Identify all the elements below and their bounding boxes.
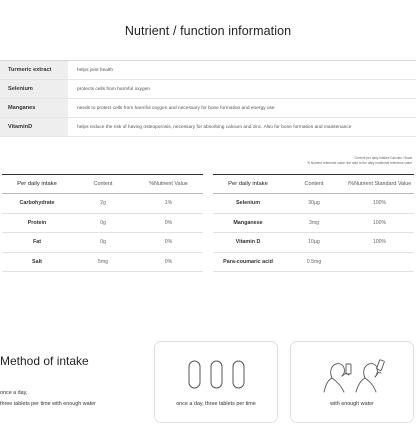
table-cell: Manganese	[233, 219, 263, 226]
table-cell: 100%	[372, 219, 387, 226]
table-cell: Selenium	[236, 200, 260, 207]
table-cell: 3mg	[308, 219, 320, 226]
nutrition-table-left	[2, 174, 203, 272]
table-cell: 5mg	[97, 258, 109, 265]
function-name: Manganes	[0, 99, 68, 117]
table-cell: Para-coumaric acid	[223, 258, 273, 265]
table-row	[213, 214, 414, 234]
table-cell: Salt	[32, 258, 42, 265]
column-header: Content	[304, 181, 324, 187]
function-name: VitaminD	[0, 118, 68, 136]
column-header: /%Nutrient Standard Value	[347, 181, 412, 187]
table-cell: 0g	[100, 239, 106, 246]
column-header: Per daily intake	[228, 181, 268, 187]
function-desc: helps joint health	[77, 67, 114, 73]
function-name: Selenium	[0, 80, 68, 98]
intake-text: three tablets per time with enough water	[0, 401, 96, 407]
table-cell: 100%	[372, 200, 387, 207]
table-cell: 2g	[100, 200, 106, 207]
table-row	[213, 233, 414, 253]
function-desc: helps reduce the risk of having osteoporosis, necessary for absorbing calcium and zinc. Also for bone formation and maintenance	[77, 124, 352, 130]
table-cell: 1%	[164, 200, 173, 207]
table-header	[2, 175, 203, 194]
function-desc: needs to protect cells from harmful oxygen and necessary for bone formation and energy use	[77, 105, 275, 111]
table-cell: 0%	[164, 219, 173, 226]
card-caption: once a day, three tablets per time	[176, 401, 256, 407]
intake-card-water	[290, 341, 414, 423]
table-cell: 0%	[164, 239, 173, 246]
card-caption: with enough water	[330, 401, 374, 407]
table-row	[2, 194, 203, 214]
function-table	[0, 60, 416, 137]
table-cell: Carbohydrate	[19, 200, 55, 207]
note-line: Content per daily intakes Calories / 6kcal	[354, 156, 412, 160]
function-row	[0, 99, 416, 118]
nutrition-table-right	[213, 174, 414, 272]
table-cell: Protein	[27, 219, 47, 226]
note-line: % Nutrient reference value: the ratio to the daily nutritional reference value	[307, 161, 412, 165]
column-header: Per daily intake	[17, 181, 57, 187]
column-header: Content	[93, 181, 113, 187]
table-cell: 10µg	[308, 239, 320, 246]
page-title: Nutrient / function information	[124, 24, 292, 38]
table-cell: Vitamin D	[235, 239, 261, 246]
table-cell: Fat	[32, 239, 42, 246]
drinking-water-icon	[318, 354, 388, 394]
table-cell: 0.5mg	[306, 258, 322, 265]
table-row	[2, 214, 203, 234]
function-row	[0, 118, 416, 137]
table-header	[213, 175, 414, 194]
nutrition-note	[307, 156, 412, 166]
function-row	[0, 80, 416, 99]
intake-title: Method of intake	[0, 354, 89, 368]
function-name: Turmeric extract	[0, 61, 68, 79]
intake-card-tablets	[154, 341, 278, 423]
table-cell: 100%	[372, 239, 387, 246]
function-desc: protects cells from harmful oxygen	[77, 86, 151, 92]
table-row	[2, 253, 203, 273]
function-row	[0, 61, 416, 80]
column-header: %Nutrient Value	[149, 181, 188, 187]
table-cell: 0%	[164, 258, 173, 265]
table-row	[213, 253, 414, 273]
table-cell: 0g	[100, 219, 106, 226]
table-row	[2, 233, 203, 253]
three-tablets-icon	[185, 359, 249, 391]
table-cell: 30µg	[308, 200, 320, 207]
table-row	[213, 194, 414, 214]
intake-text: once a day,	[0, 390, 28, 396]
